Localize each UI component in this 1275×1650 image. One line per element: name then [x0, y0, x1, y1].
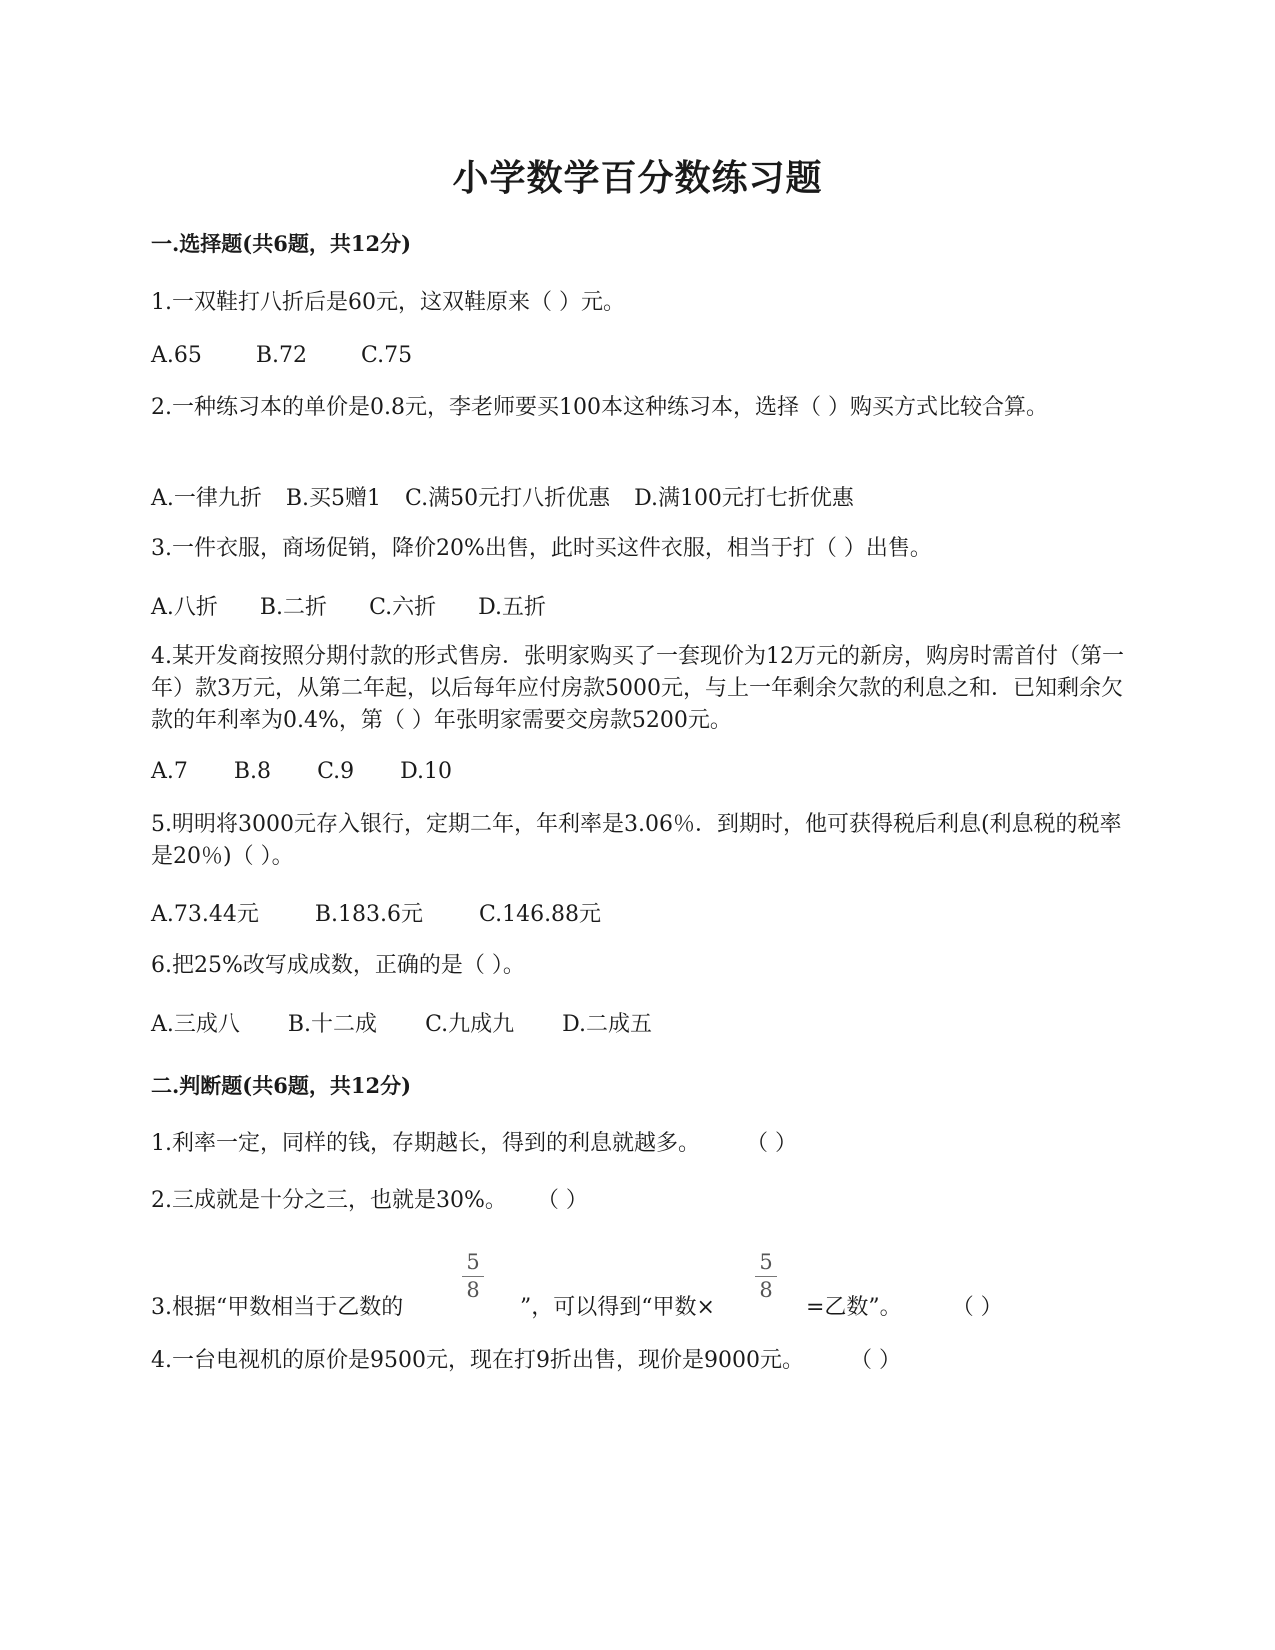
answer-bracket: （ ） — [951, 1295, 1003, 1320]
judgement-2 — [151, 1185, 588, 1217]
answer-bracket: （ ） — [849, 1348, 901, 1373]
fraction-denominator: 8 — [466, 1278, 480, 1302]
option: D.五折 — [478, 595, 546, 620]
question-2-options — [151, 481, 854, 512]
question-5-options — [151, 897, 601, 928]
judgement-1 — [151, 1128, 797, 1160]
option: D.二成五 — [562, 1012, 652, 1037]
option: C.满50元打八折优惠 — [405, 486, 611, 511]
fraction-numerator: 5 — [759, 1250, 773, 1274]
question-4: 4.某开发商按照分期付款的形式售房．张明家购买了一套现价为12万元的新房，购房时需首付（第一年）款3万元，从第二年起，以后每年应付房款5000元，与上一年剩余欠款的利息之和．已知剩余欠款的年利率为0.4%，第（ ）年张明家需要交房款5200元。 — [151, 644, 1124, 733]
option: C.75 — [361, 343, 413, 368]
question-1: 1.一双鞋打八折后是60元，这双鞋原来（ ）元。 — [151, 290, 625, 315]
option: B.72 — [255, 343, 308, 368]
fraction-numerator: 5 — [466, 1250, 480, 1274]
section-heading-choice: 一.选择题(共6题，共12分) — [151, 231, 412, 256]
option: B.十二成 — [287, 1012, 378, 1037]
fraction-five-eighths — [755, 1252, 777, 1301]
judgement-text-part2: ”，可以得到“甲数× — [520, 1295, 715, 1320]
option: B.8 — [233, 759, 272, 784]
judgement-3-end — [806, 1292, 1003, 1324]
fraction-bar — [462, 1276, 484, 1277]
judgement-text: 1.利率一定，同样的钱，存期越长，得到的利息就越多。 — [151, 1131, 700, 1156]
judgement-3-middle — [520, 1292, 715, 1324]
question-5: 5.明明将3000元存入银行，定期二年，年利率是3.06％．到期时，他可获得税后利息(利息税的税率是20％)（ ）。 — [151, 812, 1122, 869]
question-6-options — [151, 1007, 652, 1038]
option: C.六折 — [369, 595, 437, 620]
answer-bracket: （ ） — [746, 1131, 797, 1156]
option: C.9 — [317, 759, 355, 784]
judgement-text: 4.一台电视机的原价是9500元，现在打9折出售，现价是9000元。 — [151, 1348, 804, 1373]
option: B.二折 — [259, 595, 328, 620]
section-heading-judgement: 二.判断题(共6题，共12分) — [151, 1073, 412, 1098]
question-1-options — [151, 343, 412, 368]
option: A.65 — [151, 343, 202, 368]
question-4-options — [151, 759, 452, 784]
judgement-3 — [151, 1292, 403, 1324]
option: C.九成九 — [425, 1012, 515, 1037]
option: A.三成八 — [151, 1012, 240, 1037]
option: A.7 — [151, 759, 188, 784]
option: A.八折 — [151, 595, 218, 620]
question-6: 6.把25%改写成成数，正确的是（ ）。 — [151, 953, 525, 978]
judgement-text-part3: =乙数”。 — [806, 1295, 902, 1320]
answer-bracket: （ ） — [536, 1188, 588, 1213]
fraction-denominator: 8 — [759, 1278, 773, 1302]
judgement-4 — [151, 1345, 901, 1377]
option: B.买5赠1 — [285, 486, 382, 511]
option: B.183.6元 — [314, 902, 424, 927]
fraction-five-eighths — [462, 1252, 484, 1301]
fraction-bar — [755, 1276, 777, 1277]
question-2: 2.一种练习本的单价是0.8元，李老师要买100本这种练习本，选择（ ）购买方式比较合算。 — [151, 395, 1048, 420]
option: C.146.88元 — [479, 902, 602, 927]
page-title: 小学数学百分数练习题 — [452, 157, 823, 199]
option: D.满100元打七折优惠 — [634, 486, 854, 511]
judgement-text-part1: 3.根据“甲数相当于乙数的 — [151, 1295, 404, 1320]
option: D.10 — [400, 759, 452, 784]
option: A.一律九折 — [151, 486, 262, 511]
option: A.73.44元 — [151, 902, 259, 927]
question-3: 3.一件衣服，商场促销，降价20%出售，此时买这件衣服，相当于打（ ）出售。 — [151, 536, 932, 561]
question-3-options — [151, 590, 546, 621]
judgement-text: 2.三成就是十分之三，也就是30%。 — [151, 1188, 507, 1213]
